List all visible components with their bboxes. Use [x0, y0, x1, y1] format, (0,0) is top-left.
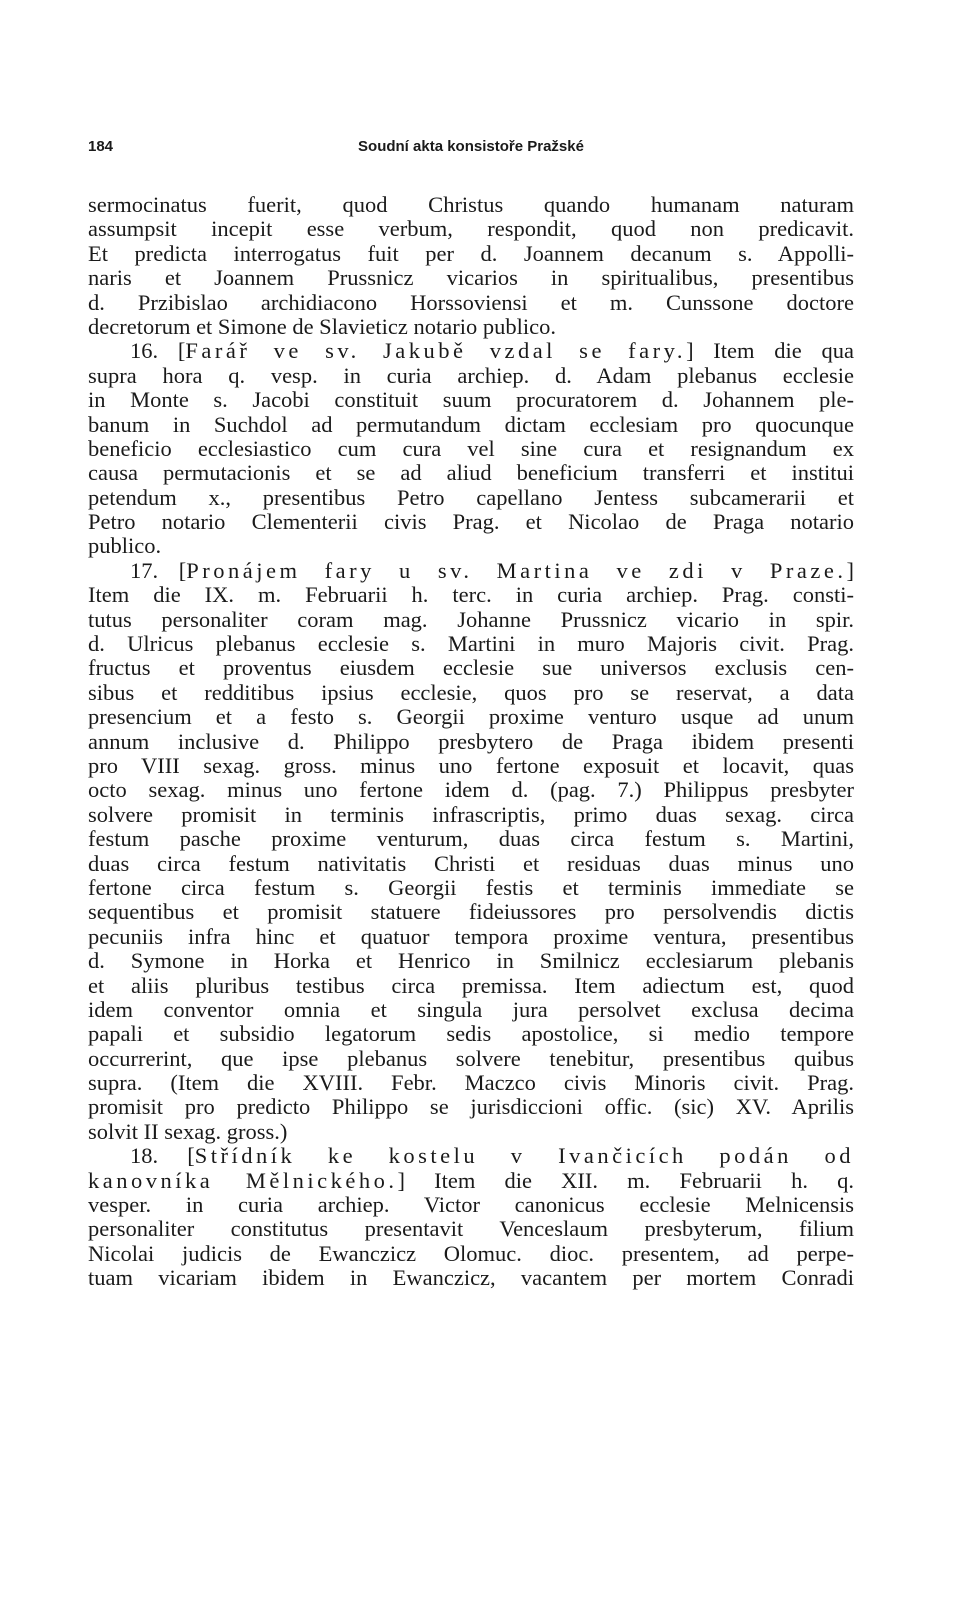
line-text: Et predicta interrogatus fuit per d. Joannem decanum s. Appolli-: [88, 241, 854, 266]
text-line: [88, 1217, 854, 1241]
line-text: in Monte s. Jacobi constituit suum procuratorem d. Johannem ple-: [88, 388, 854, 413]
text-line: [88, 632, 854, 656]
text-line: [88, 486, 854, 510]
line-text: d. Ulricus plebanus ecclesie s. Martini in muro Majoris civit. Prag.: [88, 632, 854, 657]
text-line: [88, 315, 854, 339]
line-text: banum in Suchdol ad permutandum dictam ecclesiam pro quocunque: [88, 412, 854, 437]
text-line: [88, 193, 854, 217]
text-line: [88, 291, 854, 315]
page-header: [88, 138, 854, 162]
text-line: [88, 1242, 854, 1266]
line-text: duas circa festum nativitatis Christi et residuas duas minus uno: [88, 851, 854, 876]
line-text: octo sexag. minus uno fertone idem d. (pag. 7.) Philippus presbyter: [88, 778, 854, 803]
line-text: 18. [: [130, 1144, 195, 1169]
text-line: [88, 583, 854, 607]
text-line: [88, 1071, 854, 1095]
section-heading-text: Pronájem fary u sv. Martina ve zdi v Praze.: [186, 558, 847, 583]
text-line: [88, 876, 854, 900]
text-line: [88, 1095, 854, 1119]
line-text: causa permutacionis et se ad aliud beneficium transferri et institui: [88, 461, 854, 486]
text-line: [88, 608, 854, 632]
line-text: presencium et a festo s. Georgii proxime venturo usque ad unum: [88, 705, 854, 730]
text-line: [88, 1193, 854, 1217]
line-text: beneficio ecclesiastico cum cura vel sine cura et resignandum ex: [88, 436, 854, 461]
text-line: [88, 681, 854, 705]
text-line: [88, 1120, 854, 1144]
text-line: [88, 217, 854, 241]
line-text: sibus et redditibus ipsius ecclesie, quos pro se reservat, a data: [88, 680, 854, 705]
line-text: supra hora q. vesp. in curia archiep. d. Adam plebanus ecclesie: [88, 363, 854, 388]
text-line: [88, 974, 854, 998]
line-text: fertone circa festum s. Georgii festis et terminis immediate se: [88, 875, 854, 900]
text-line: [88, 388, 854, 412]
line-text: tuam vicariam ibidem in Ewanczicz, vacantem per mortem Conradi: [88, 1266, 854, 1291]
line-text: Item die IX. m. Februarii h. terc. in curia archiep. Prag. consti-: [88, 583, 854, 608]
text-line: [88, 559, 854, 583]
line-text: Petro notario Clementerii civis Prag. et Nicolao de Praga notario: [88, 510, 854, 535]
text-line: [88, 754, 854, 778]
line-text: 16. [: [130, 339, 186, 364]
text-line: [88, 705, 854, 729]
line-text: et aliis pluribus testibus circa premissa. Item adiectum est, quod: [88, 973, 854, 998]
line-text: fructus et proventus eiusdem ecclesie sue universos exclusis cen-: [88, 656, 854, 681]
text-line: [88, 1047, 854, 1071]
line-text: naris et Joannem Prussnicz vicarios in spiritualibus, presentibus: [88, 266, 854, 291]
text-line: [88, 364, 854, 388]
section-heading-text: Farář ve sv. Jakubě vzdal se fary.: [185, 339, 687, 364]
line-text: idem conventor omnia et singula jura persolvet exclusa decima: [88, 997, 854, 1022]
text-line: [88, 242, 854, 266]
text-line: [88, 461, 854, 485]
line-text: pro VIII sexag. gross. minus uno fertone exposuit et locavit, quas: [88, 753, 854, 778]
line-text: d. Przibislao archidiacono Horssoviensi et m. Cunssone doctore: [88, 290, 854, 315]
body-text: [88, 193, 854, 1291]
line-text: supra. (Item die XVIII. Febr. Maczco civis Minoris civit. Prag.: [88, 1071, 854, 1096]
line-text: festum pasche proxime venturum, duas circa festum s. Martini,: [88, 827, 854, 852]
text-line: [88, 413, 854, 437]
line-text: d. Symone in Horka et Henrico in Smilnicz ecclesiarum plebanis: [88, 949, 854, 974]
line-text: publico.: [88, 534, 162, 559]
line-text: personaliter constitutus presentavit Venceslaum presbyterum, filium: [88, 1217, 854, 1242]
line-text: solvit II sexag. gross.): [88, 1119, 288, 1144]
line-text: tutus personaliter coram mag. Johanne Prussnicz vicario in spir.: [88, 607, 854, 632]
text-line: [88, 656, 854, 680]
line-text: ] Item die qua: [686, 339, 854, 364]
line-text: solvere promisit in terminis infrascriptis, primo duas sexag. circa: [88, 802, 854, 827]
text-line: [88, 1022, 854, 1046]
text-line: [88, 803, 854, 827]
text-line: [88, 266, 854, 290]
text-line: [88, 778, 854, 802]
text-line: [88, 339, 854, 363]
text-line: [88, 510, 854, 534]
line-text: vesper. in curia archiep. Victor canonicus ecclesie Melnicensis: [88, 1193, 854, 1218]
line-text: papali et subsidio legatorum sedis apostolice, si medio tempore: [88, 1022, 854, 1047]
text-line: [88, 949, 854, 973]
running-title: Soudní akta konsistoře Pražské: [358, 138, 584, 155]
text-line: [88, 925, 854, 949]
line-text: sequentibus et promisit statuere fideiussores pro persolvendis dictis: [88, 900, 854, 925]
text-line: [88, 437, 854, 461]
line-text: ] Item die XII. m. Februarii h. q.: [397, 1168, 854, 1193]
text-line: [88, 998, 854, 1022]
line-text: Nicolai judicis de Ewanczicz Olomuc. dioc. presentem, ad perpe-: [88, 1241, 854, 1266]
line-text: petendum x., presentibus Petro capellano Jentess subcamerarii et: [88, 485, 854, 510]
page-number: 184: [88, 138, 114, 155]
section-heading-text: Střídník ke kostelu v Ivančicích podán od: [194, 1144, 854, 1169]
line-text: 17. [: [130, 558, 187, 583]
line-text: pecuniis infra hinc et quatuor tempora proxime ventura, presentibus: [88, 924, 854, 949]
text-line: [88, 852, 854, 876]
line-text: decretorum et Simone de Slavieticz notario publico.: [88, 314, 556, 339]
line-text: sermocinatus fuerit, quod Christus quando humanam naturam: [88, 193, 854, 217]
text-line: [88, 1266, 854, 1290]
line-text: ]: [846, 558, 854, 583]
text-line: [88, 1169, 854, 1193]
text-line: [88, 900, 854, 924]
text-line: [88, 534, 854, 558]
line-text: occurrerint, que ipse plebanus solvere tenebitur, presentibus quibus: [88, 1046, 854, 1071]
text-line: [88, 730, 854, 754]
line-text: assumpsit incepit esse verbum, respondit, quod non predicavit.: [88, 217, 854, 242]
text-line: [88, 1144, 854, 1168]
line-text: promisit pro predicto Philippo se jurisdiccioni offic. (sic) XV. Aprilis: [88, 1095, 854, 1120]
section-heading-text: kanovníka Mělnického.: [88, 1168, 398, 1193]
text-line: [88, 827, 854, 851]
line-text: annum inclusive d. Philippo presbytero de Praga ibidem presenti: [88, 729, 854, 754]
